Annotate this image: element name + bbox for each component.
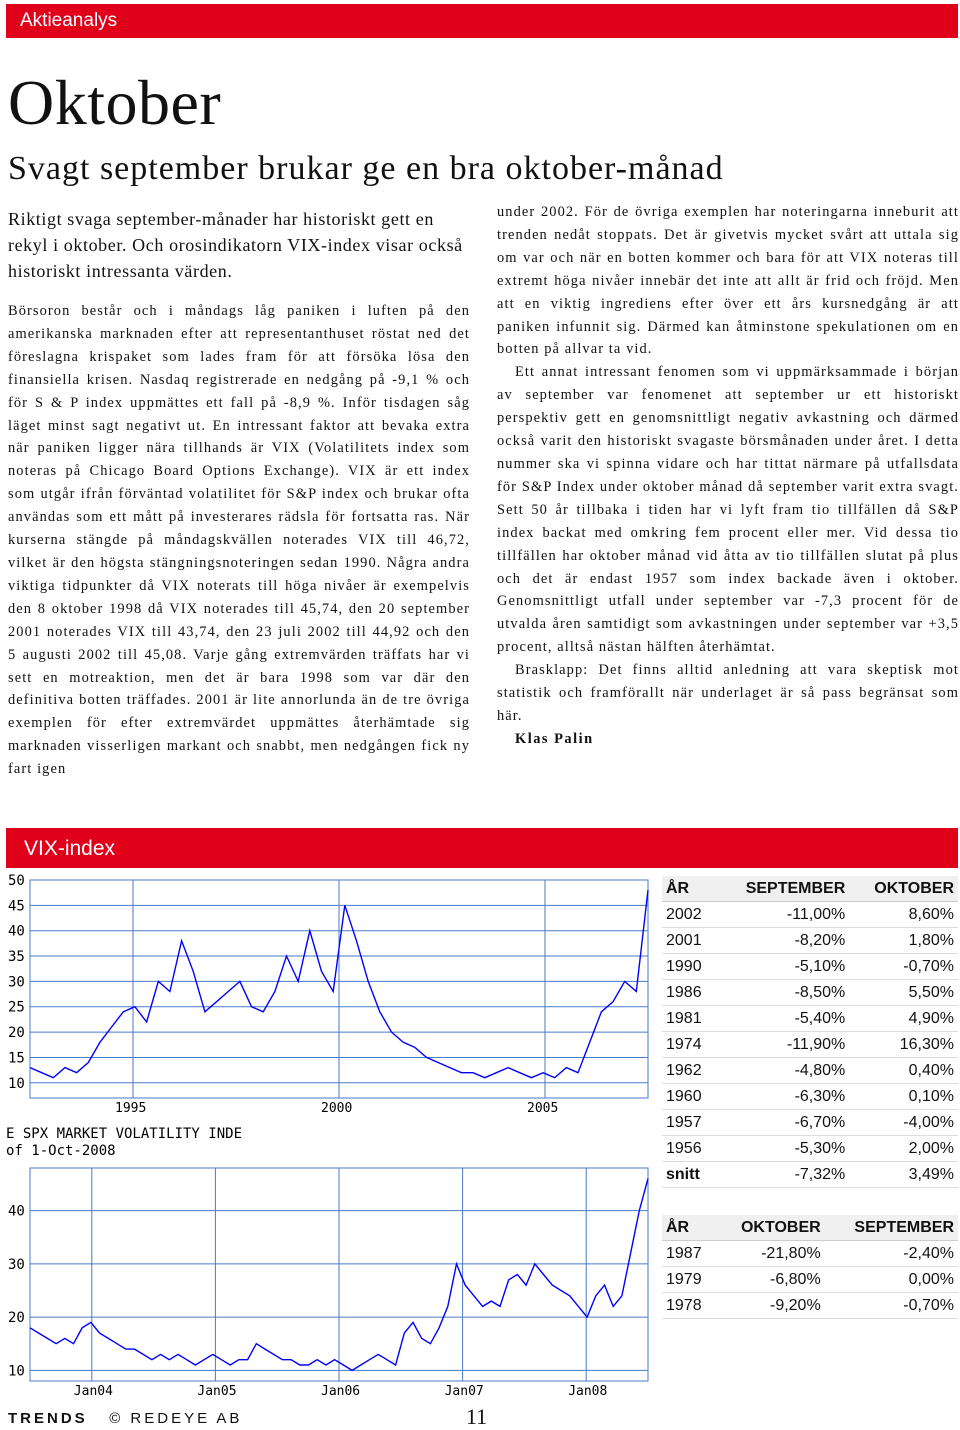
table-cell: -6,30% (716, 1084, 849, 1110)
chart-x-tick-label: Jan07 (444, 1384, 484, 1399)
section-header-bar (6, 4, 958, 38)
chart-x-tick-label: Jan04 (73, 1384, 113, 1399)
chart-y-tick-label: 10 (8, 1075, 25, 1092)
table-cell: 1974 (662, 1032, 716, 1058)
table-cell: 1986 (662, 980, 716, 1006)
table-header-cell: SEPTEMBER (825, 1215, 958, 1241)
chart-x-tick-label: 2005 (527, 1101, 559, 1116)
table-cell: 1957 (662, 1110, 716, 1136)
body-column-left (8, 300, 470, 781)
table-header-cell: OKTOBER (716, 1215, 825, 1241)
table-row (662, 954, 958, 980)
vix-charts (0, 868, 660, 1408)
chart-y-tick-label: 30 (8, 974, 25, 991)
chart-x-tick-label: 2000 (321, 1101, 353, 1116)
body-column-right (497, 201, 959, 751)
table-cell: -7,32% (716, 1162, 849, 1188)
chart-x-tick-label: Jan05 (197, 1384, 237, 1399)
chart-y-tick-label: 35 (8, 949, 25, 966)
table-cell: -2,40% (825, 1241, 958, 1267)
body-paragraph: Brasklapp: Det finns alltid anledning att vara skeptisk mot statistik och framförallt när underlaget är så pass begränsat som här. (497, 662, 959, 724)
table-cell: 2,00% (849, 1136, 958, 1162)
page-subtitle: Svagt september brukar ge en bra oktober-månad (8, 150, 724, 187)
table-cell: 1962 (662, 1058, 716, 1084)
table-cell: 1960 (662, 1084, 716, 1110)
chart-subtitle: of 1-Oct-2008 (6, 1143, 116, 1159)
chart-y-tick-label: 40 (8, 1203, 25, 1220)
vix-section-label: VIX-index (24, 837, 116, 860)
footer-brand (8, 1410, 242, 1427)
table-cell: -5,30% (716, 1136, 849, 1162)
table-header-cell: SEPTEMBER (716, 876, 849, 902)
table-cell: 1,80% (849, 928, 958, 954)
footer-trends: TRENDS (8, 1410, 88, 1427)
table-row (662, 1084, 958, 1110)
table-row (662, 1267, 958, 1293)
table-row (662, 1006, 958, 1032)
table-cell: 1979 (662, 1267, 716, 1293)
vix-section-bar (6, 828, 958, 868)
chart-title: E SPX MARKET VOLATILITY INDE (6, 1126, 243, 1142)
body-paragraph: Börsoron består och i måndags låg paniken i luften på den amerikanska marknaden efter att representanthuset röstat ned det föreslagna krispaket som lades fram för att försöka lösa den finansiella krisen. Nasdaq registrerade en nedgång på -9,1 % och för S & P index uppmättes ett fall på -8,9 %. Inför tisdagen såg läget minst sagt negativt ut. En intressant faktor att bevaka extra när paniken ligger nära tillhands är VIX (Volatilitets index som noteras på Chicago Board Options Exchange). VIX är ett index som utgår ifrån förväntad volatilitet för S&P index och brukar ofta användas som ett mått på investerares rädsla för fortsatta ras. När kurserna stängde på måndagskvällen noterades VIX till 46,72, vilket är den högsta stängningsnoteringen sedan 1990. Några andra viktiga tidpunkter då VIX noterats till höga nivåer är exempelvis den 8 oktober 1998 då VIX noterades till 45,74, den 20 september 2001 noterades VIX till 43,74, den 23 juli 2002 till 44,92 och den 5 augusti 2002 till 45,08. Varje gång extremvärden träffats har vi sett en motreaktion, men det är bara 1998 som var där den definitiva botten träffades. 2001 är lite annorlunda än de tre övriga exemplen för efter extremvärdet uppmättes återhämtade sig marknaden visserligen markant och snabbt, men nedgången fick ny fart igen (8, 303, 470, 778)
table-cell: 5,50% (849, 980, 958, 1006)
table-cell: 1990 (662, 954, 716, 980)
chart-y-tick-label: 25 (8, 999, 25, 1016)
body-paragraph: Ett annat intressant fenomen som vi uppmärksammade i början av september var fenomenet att september ur ett historiskt perspektiv gett en genomsnittligt negativ avkastning och därmed också varit den historiskt svagaste börsmånaden under året. I detta nummer ska vi spinna vidare och har tittat närmare på utfallsdata för S&P Index under oktober månad då september varit extra svagt. Sett 50 år tillbaka i tiden har vi lyft fram tio tillfällen då S&P index backat med omkring fem procent eller mer. Vid dessa tio tillfällen har oktober månad vid åtta av tio tillfällen slutat på plus och det är endast 1957 som index backade även i oktober. Genomsnittligt utfall under september var -7,3 procent för de utvalda åren samtidigt som avkastningen under september var +3,5 procent, alltså nästan hälften återhämtat. (497, 364, 959, 656)
table-cell: -11,90% (716, 1032, 849, 1058)
table-cell: -8,50% (716, 980, 849, 1006)
chart-y-tick-label: 20 (8, 1025, 25, 1042)
table-cell: -6,80% (716, 1267, 825, 1293)
table-cell: 4,90% (849, 1006, 958, 1032)
table-header-cell: ÅR (662, 1215, 716, 1241)
table-cell: -5,10% (716, 954, 849, 980)
table-cell: 8,60% (849, 902, 958, 928)
chart-y-tick-label: 10 (8, 1363, 25, 1380)
chart-y-tick-label: 15 (8, 1050, 25, 1067)
page-title: Oktober (8, 67, 222, 138)
chart-x-tick-label: Jan06 (321, 1384, 361, 1399)
table-cell: -6,70% (716, 1110, 849, 1136)
table-row (662, 1293, 958, 1319)
table-row (662, 928, 958, 954)
table-header-cell: ÅR (662, 876, 716, 902)
table-cell: 1981 (662, 1006, 716, 1032)
chart-x-tick-label: 1995 (115, 1101, 147, 1116)
table-row (662, 1136, 958, 1162)
body-paragraph: under 2002. För de övriga exemplen har noteringarna inneburit att trenden nedåt stoppats. Det är givetvis mycket svårt att uttala sig om var och när en botten kommer och bara för att VIX noteras till extremt höga nivåer innebär det inte att allt är frid och fröjd. Men att en viktig ingrediens efter över ett års kursnedgång är att paniken infunnit sig. Därmed kan åtminstone spekulationen om en botten på allvar ta vid. (497, 204, 959, 358)
table-cell: -9,20% (716, 1293, 825, 1319)
chart-y-tick-label: 40 (8, 923, 25, 940)
table-cell: -11,00% (716, 902, 849, 928)
vix-chart-svg (0, 868, 660, 1408)
page-number: 11 (466, 1404, 488, 1429)
october-september-table (662, 1215, 958, 1319)
table-cell: 1987 (662, 1241, 716, 1267)
table-row (662, 1032, 958, 1058)
author-name: Klas Palin (515, 730, 594, 747)
september-october-table (662, 876, 958, 1188)
table-cell: -4,00% (849, 1110, 958, 1136)
table-row (662, 1241, 958, 1267)
chart-y-tick-label: 50 (8, 873, 25, 889)
table-cell: -0,70% (825, 1293, 958, 1319)
chart-y-tick-label: 20 (8, 1310, 25, 1327)
footer-copyright: © REDEYE AB (109, 1410, 243, 1427)
chart-y-tick-label: 30 (8, 1256, 25, 1273)
table-cell: 0,40% (849, 1058, 958, 1084)
table-cell: 3,49% (849, 1162, 958, 1188)
table-cell: -8,20% (716, 928, 849, 954)
table-row (662, 902, 958, 928)
lead-paragraph: Riktigt svaga september-månader har historiskt gett en rekyl i oktober. Och orosindikatorn VIX-index visar också historiskt intressanta värden. (8, 209, 463, 281)
chart-y-tick-label: 45 (8, 898, 25, 915)
table-cell: -4,80% (716, 1058, 849, 1084)
table-cell: 0,00% (825, 1267, 958, 1293)
table-cell: 1978 (662, 1293, 716, 1319)
table-cell: snitt (662, 1162, 716, 1188)
table-row (662, 1110, 958, 1136)
table-row (662, 1162, 958, 1188)
table-cell: 1956 (662, 1136, 716, 1162)
table-cell: -21,80% (716, 1241, 825, 1267)
table-cell: -0,70% (849, 954, 958, 980)
table-row (662, 1058, 958, 1084)
chart-x-tick-label: Jan08 (568, 1384, 608, 1399)
section-label: Aktieanalys (20, 10, 118, 31)
table-cell: -5,40% (716, 1006, 849, 1032)
table-row (662, 980, 958, 1006)
table-cell: 0,10% (849, 1084, 958, 1110)
table-cell: 2002 (662, 902, 716, 928)
table-header-cell: OKTOBER (849, 876, 958, 902)
table-cell: 16,30% (849, 1032, 958, 1058)
table-cell: 2001 (662, 928, 716, 954)
